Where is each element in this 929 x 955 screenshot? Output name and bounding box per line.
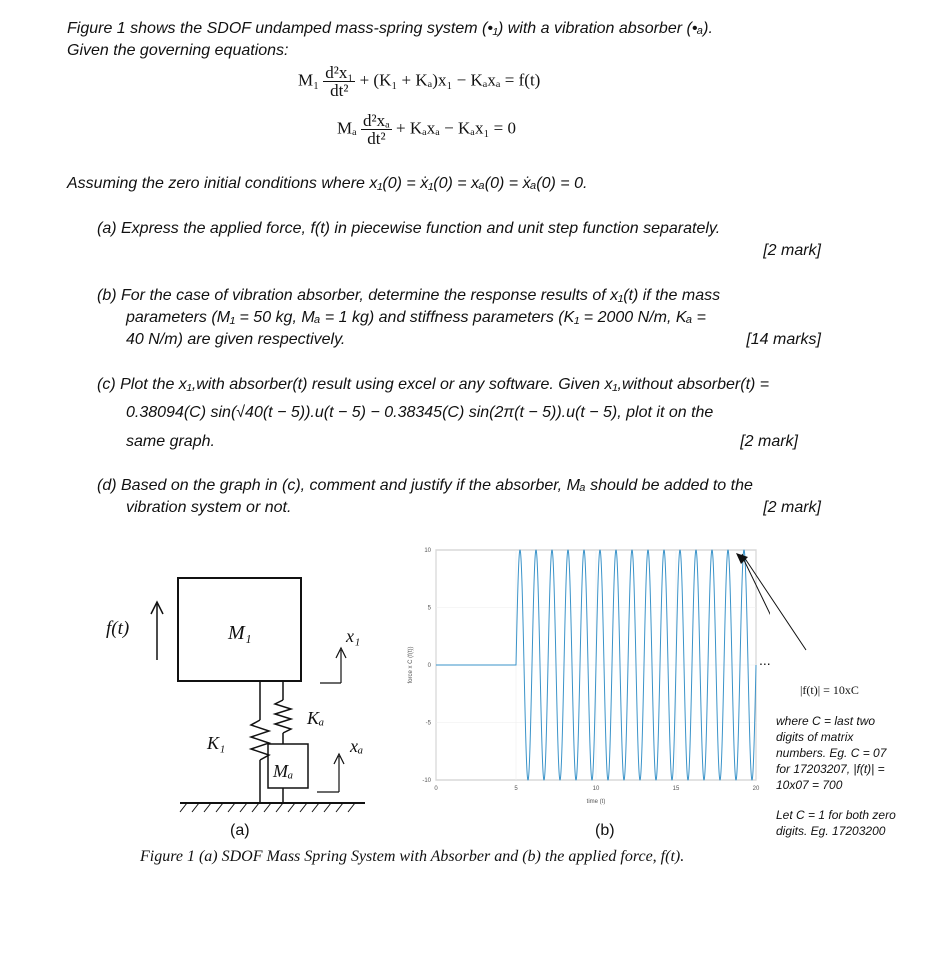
callout-extension-line (742, 554, 806, 650)
part-b-line-1: (b) For the case of vibration absorber, determine the response results of x₁(t) if the mass (97, 287, 721, 304)
y-tick-label: 0 (427, 663, 431, 669)
part-a-mark: [2 mark] (763, 242, 821, 259)
annotation-dots: ... (759, 652, 771, 668)
x-tick-label: 15 (672, 786, 680, 792)
x-tick-label: 10 (592, 786, 600, 792)
y-tick-label: 10 (424, 548, 431, 554)
eq1-rest: + (K₁ + Kₐ)x₁ − Kₐxₐ = f(t) (359, 70, 541, 90)
eq1-fraction (323, 64, 355, 99)
part-a-text: (a) Express the applied force, f(t) in piecewise function and unit step function separately. (97, 220, 721, 237)
k1-spring (251, 720, 269, 760)
y-tick-label: 5 (427, 605, 431, 612)
note-line-7: digits. Eg. 17203200 (776, 824, 886, 838)
equation-1 (298, 64, 540, 99)
ka-spring (275, 700, 291, 733)
assumption-text: Assuming the zero initial conditions where x₁(0) = ẋ₁(0) = xₐ(0) = ẋₐ(0) = 0. (67, 175, 588, 192)
note-line-5: 10x07 = 700 (776, 778, 843, 792)
intro-line-2: Given the governing equations: (67, 42, 289, 59)
x-tick-label: 20 (752, 786, 760, 792)
xa-label: xₐ (350, 736, 364, 756)
x-tick-label: 5 (514, 786, 518, 792)
eq1-numerator: d²x₁ (325, 63, 354, 82)
note-line-3: numbers. Eg. C = 07 (776, 746, 887, 760)
part-d-line-2: vibration system or not. (126, 499, 292, 516)
x-axis-label: time (t) (586, 799, 606, 805)
note-line-1: where C = last two (776, 714, 876, 728)
note-line-4: for 17203207, |f(t)| = (776, 762, 885, 776)
abs-formula: |f(t)| = 10xC (800, 683, 859, 697)
callout-extension (740, 550, 840, 660)
k1-label: K₁ (207, 733, 226, 753)
x-tick-label: 0 (434, 786, 438, 792)
part-c-line-2: 0.38094(C) sin(√40(t − 5)).u(t − 5) − 0.38345(C) sin(2π(t − 5)).u(t − 5), plot it on the (126, 404, 714, 421)
part-b-line-3: 40 N/m) are given respectively. (126, 331, 346, 348)
x1-label: x₁ (346, 626, 361, 646)
part-c-line-1: (c) Plot the x₁,with absorber(t) result using excel or any software. Given x₁,without absorber(t) = (97, 376, 770, 393)
part-c-mark: [2 mark] (740, 433, 798, 450)
part-b-line-2: parameters (M₁ = 50 kg, Mₐ = 1 kg) and stiffness parameters (K₁ = 2000 N/m, Kₐ = (126, 309, 707, 326)
part-b-mark: [14 marks] (746, 331, 821, 348)
y-tick-label: -10 (422, 778, 431, 784)
ma-label: Mₐ (273, 761, 294, 781)
force-chart (400, 540, 770, 820)
eq2-coefficient: Mₐ (337, 118, 357, 138)
note-line-2: digits of matrix (776, 730, 854, 744)
eq1-denominator: dt² (330, 81, 349, 100)
ka-label: Kₐ (307, 708, 325, 728)
part-d-mark: [2 mark] (763, 499, 821, 516)
y-axis-label: force x C (f(t)) (408, 646, 414, 684)
note-line-6: Let C = 1 for both zero (776, 808, 896, 822)
force-label: f(t) (106, 618, 130, 639)
figure-caption: Figure 1 (a) SDOF Mass Spring System with Absorber and (b) the applied force, f(t). (140, 848, 685, 865)
eq2-fraction (361, 112, 392, 147)
ground-hatching (180, 803, 355, 812)
eq2-denominator: dt² (367, 129, 386, 148)
equation-2 (337, 112, 516, 147)
eq2-rest: + Kₐxₐ − Kₐx₁ = 0 (396, 118, 516, 138)
part-c-line-3: same graph. (126, 433, 215, 450)
mass-spring-diagram (95, 570, 395, 830)
y-tick-label: -5 (425, 720, 431, 727)
eq1-coefficient: M₁ (298, 70, 320, 90)
caption-b: (b) (595, 822, 615, 839)
m1-label: M₁ (228, 622, 252, 644)
caption-a: (a) (230, 822, 250, 839)
intro-line-1: Figure 1 shows the SDOF undamped mass-spring system (•₁) with a vibration absorber (•ₐ). (67, 20, 713, 37)
part-d-line-1: (d) Based on the graph in (c), comment and justify if the absorber, Mₐ should be added to the (97, 477, 753, 494)
eq2-numerator: d²xₐ (363, 111, 390, 130)
